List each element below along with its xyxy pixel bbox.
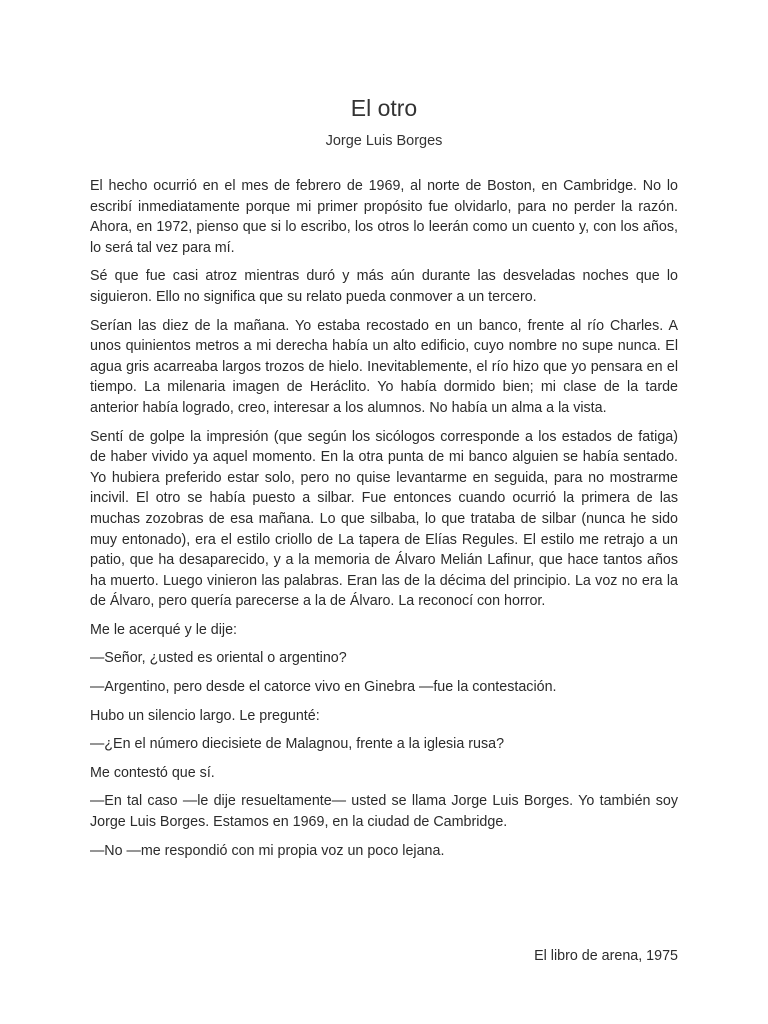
- paragraph: Sentí de golpe la impresión (que según los sicólogos corresponde a los estados de fatiga) de haber vivido ya aquel momento. En la otra punta de mi banco alguien se había sentado. Yo hubiera preferido estar solo, pero no quise levantarme en seguida, para no mostrarme incivil. El otro se había puesto a silbar. Fue entonces cuando ocurrió la primera de las muchas zozobras de esa mañana. Lo que silbaba, lo que trataba de silbar (nunca he sido muy entonado), era el estilo criollo de La tapera de Elías Regules. El estilo me retrajo a un patio, que ha desaparecido, y a la memoria de Álvaro Melián Lafinur, que hace tantos años ha muerto. Luego vinieron las palabras. Eran las de la décima del principio. La voz no era la de Álvaro, pero quería parecerse a la de Álvaro. La reconocí con horror.: [90, 428, 678, 610]
- paragraph: Serían las diez de la mañana. Yo estaba recostado en un banco, frente al río Charles. A unos quinientos metros a mi derecha había un alto edificio, cuyo nombre no supe nunca. El agua gris acarreaba largos trozos de hielo. Inevitablemente, el río hizo que yo pensara en el tiempo. La milenaria imagen de Heráclito. Yo había dormido bien; mi clase de la tarde anterior había logrado, creo, interesar a los alumnos. No había un alma a la vista.: [90, 317, 678, 416]
- source-citation: El libro de arena, 1975: [534, 948, 678, 964]
- author-name: Jorge Luis Borges: [325, 133, 443, 149]
- paragraph: Sé que fue casi atroz mientras duró y más aún durante las desveladas noches que lo siguieron. Ello no significa que su relato pueda conmover a un tercero.: [90, 268, 678, 305]
- dialogue-line: —No —me respondió con mi propia voz un poco lejana.: [90, 842, 445, 859]
- paragraph: Me le acerqué y le dije:: [90, 621, 238, 638]
- dialogue-line: —Señor, ¿usted es oriental o argentino?: [90, 650, 347, 667]
- paragraph: Hubo un silencio largo. Le pregunté:: [90, 707, 320, 724]
- dialogue-line: —En tal caso —le dije resueltamente— usted se llama Jorge Luis Borges. Yo también soy Jorge Luis Borges. Estamos en 1969, en la ciudad de Cambridge.: [90, 793, 678, 831]
- dialogue-line: —¿En el número diecisiete de Malagnou, frente a la iglesia rusa?: [90, 736, 505, 753]
- paragraph: Me contestó que sí.: [90, 764, 215, 781]
- paragraph: El hecho ocurrió en el mes de febrero de 1969, al norte de Boston, en Cambridge. No lo escribí inmediatamente porque mi primer propósito fue olvidarlo, para no perder la razón. Ahora, en 1972, pienso que si lo escribo, los otros lo leerán como un cuento y, con los años, lo será tal vez para mí.: [90, 178, 678, 256]
- story-title: El otro: [350, 95, 418, 121]
- story-body: [90, 176, 678, 861]
- dialogue-line: —Argentino, pero desde el catorce vivo en Ginebra —fue la contestación.: [90, 679, 557, 696]
